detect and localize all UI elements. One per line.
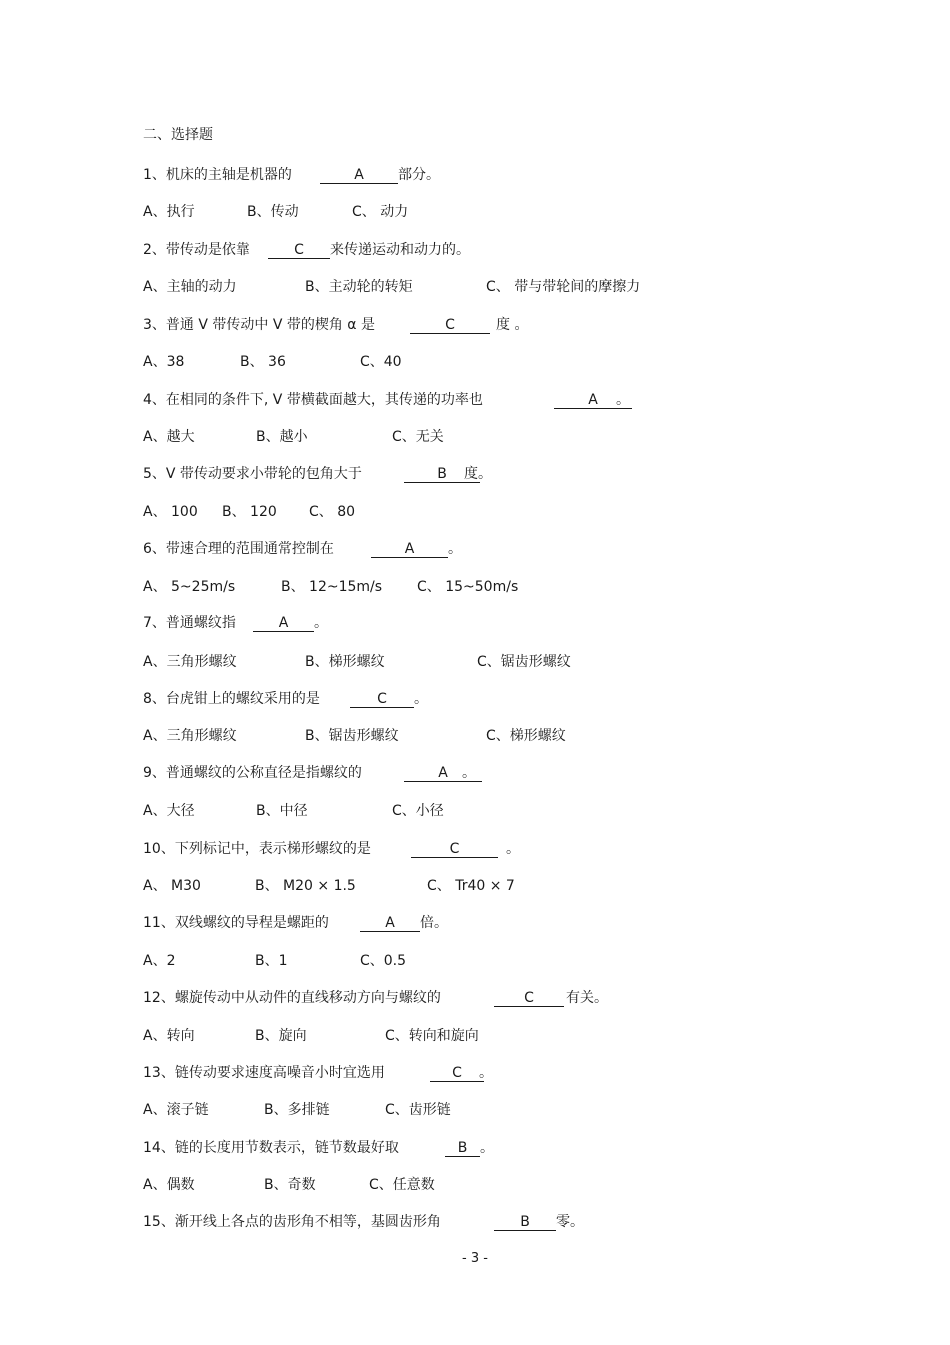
option-a: A、执行 <box>143 204 195 220</box>
question-line <box>0 539 950 559</box>
option-c: C、任意数 <box>369 1177 435 1193</box>
options-line <box>0 427 950 447</box>
options-line <box>0 352 950 372</box>
question-suffix: 。 <box>480 1140 494 1156</box>
question-line <box>0 315 950 335</box>
answer-blank: C <box>350 689 414 708</box>
answer-blank: A <box>371 539 448 558</box>
question-line <box>0 613 950 633</box>
question-line <box>0 1063 950 1083</box>
answer-blank: B <box>404 464 480 483</box>
question-text: 6、带速合理的范围通常控制在 <box>143 541 334 557</box>
option-a: A、偶数 <box>143 1177 195 1193</box>
question-line <box>0 390 950 410</box>
option-b: B、 36 <box>240 354 286 370</box>
answer-blank: C <box>430 1063 484 1082</box>
option-b: B、多排链 <box>264 1102 330 1118</box>
option-a: A、大径 <box>143 803 195 819</box>
option-c: C、 80 <box>309 504 356 520</box>
options-line <box>0 202 950 222</box>
question-suffix: 。 <box>506 841 520 857</box>
answer-blank: C <box>494 988 564 1007</box>
page-number: - 3 - <box>462 1251 488 1266</box>
question-line <box>0 839 950 859</box>
question-text: 8、台虎钳上的螺纹采用的是 <box>143 691 320 707</box>
answer-blank: A <box>360 913 420 932</box>
question-text: 11、双线螺纹的导程是螺距的 <box>143 915 329 931</box>
options-line <box>0 801 950 821</box>
option-c: C、 Tr40 × 7 <box>427 878 515 894</box>
option-c: C、无关 <box>392 429 444 445</box>
question-text: 13、链传动要求速度高噪音小时宜选用 <box>143 1065 385 1081</box>
question-suffix: 。 <box>616 392 630 408</box>
question-suffix: 有关。 <box>566 990 608 1006</box>
question-suffix: 。 <box>462 765 476 781</box>
options-line <box>0 502 950 522</box>
question-line <box>0 913 950 933</box>
question-suffix: 倍。 <box>420 915 448 931</box>
option-a: A、 M30 <box>143 878 201 894</box>
options-line <box>0 1100 950 1120</box>
option-c: C、小径 <box>392 803 444 819</box>
question-text: 3、普通 V 带传动中 V 带的楔角 α 是 <box>143 317 375 333</box>
options-line <box>0 876 950 896</box>
answer-blank: A <box>404 763 482 782</box>
answer-blank: C <box>411 839 498 858</box>
question-line <box>0 689 950 709</box>
question-text: 7、普通螺纹指 <box>143 615 236 631</box>
option-a: A、滚子链 <box>143 1102 209 1118</box>
question-text: 14、链的长度用节数表示，链节数最好取 <box>143 1140 399 1156</box>
answer-blank: B <box>445 1138 480 1157</box>
answer-blank: A <box>554 390 632 409</box>
question-suffix: 部分。 <box>398 167 440 183</box>
question-line <box>0 988 950 1008</box>
option-b: B、1 <box>255 953 288 969</box>
answer-blank: C <box>268 240 330 259</box>
option-c: C、0.5 <box>360 953 407 969</box>
question-suffix: 度。 <box>464 466 492 482</box>
options-line <box>0 951 950 971</box>
question-line <box>0 763 950 783</box>
section-title: 二、选择题 <box>143 127 213 143</box>
option-a: A、38 <box>143 354 185 370</box>
question-text: 10、下列标记中，表示梯形螺纹的是 <box>143 841 371 857</box>
option-c: C、锯齿形螺纹 <box>477 654 571 670</box>
option-c: C、转向和旋向 <box>385 1028 479 1044</box>
option-c: C、 15~50m/s <box>417 579 519 595</box>
options-line <box>0 577 950 597</box>
option-b: B、梯形螺纹 <box>305 654 385 670</box>
option-b: B、 12~15m/s <box>281 579 383 595</box>
question-text: 5、V 带传动要求小带轮的包角大于 <box>143 466 362 482</box>
option-a: A、三角形螺纹 <box>143 728 237 744</box>
option-a: A、三角形螺纹 <box>143 654 237 670</box>
option-c: C、40 <box>360 354 402 370</box>
options-line <box>0 1175 950 1195</box>
option-b: B、 120 <box>222 504 277 520</box>
question-line <box>0 464 950 484</box>
option-a: A、主轴的动力 <box>143 279 237 295</box>
option-b: B、 M20 × 1.5 <box>255 878 356 894</box>
option-b: B、奇数 <box>264 1177 316 1193</box>
option-c: C、齿形链 <box>385 1102 451 1118</box>
question-text: 12、螺旋传动中从动件的直线移动方向与螺纹的 <box>143 990 441 1006</box>
option-b: B、越小 <box>256 429 308 445</box>
question-suffix: 零。 <box>556 1214 584 1230</box>
question-suffix: 。 <box>414 691 428 707</box>
question-suffix: 。 <box>448 541 462 557</box>
option-a: A、 100 <box>143 504 198 520</box>
question-line <box>0 1138 950 1158</box>
option-a: A、 5~25m/s <box>143 579 236 595</box>
option-b: B、主动轮的转矩 <box>305 279 413 295</box>
question-suffix: 来传递运动和动力的。 <box>330 242 470 258</box>
question-text: 9、普通螺纹的公称直径是指螺纹的 <box>143 765 362 781</box>
options-line <box>0 726 950 746</box>
question-text: 15、渐开线上各点的齿形角不相等，基圆齿形角 <box>143 1214 441 1230</box>
answer-blank: A <box>253 613 314 632</box>
option-c: C、梯形螺纹 <box>486 728 566 744</box>
option-b: B、锯齿形螺纹 <box>305 728 399 744</box>
answer-blank: A <box>320 165 398 184</box>
question-text: 4、在相同的条件下, V 带横截面越大，其传递的功率也 <box>143 392 483 408</box>
question-text: 2、带传动是依靠 <box>143 242 250 258</box>
option-c: C、 带与带轮间的摩擦力 <box>486 279 641 295</box>
option-b: B、中径 <box>256 803 308 819</box>
options-line <box>0 1026 950 1046</box>
option-c: C、 动力 <box>352 204 409 220</box>
question-suffix: 。 <box>314 615 328 631</box>
answer-blank: C <box>410 315 490 334</box>
question-suffix: 度 。 <box>496 317 529 333</box>
option-a: A、2 <box>143 953 176 969</box>
options-line <box>0 652 950 672</box>
option-b: B、传动 <box>247 204 299 220</box>
question-line <box>0 1212 950 1232</box>
options-line <box>0 277 950 297</box>
question-line <box>0 165 950 185</box>
question-suffix: 。 <box>479 1065 493 1081</box>
question-line <box>0 240 950 260</box>
answer-blank: B <box>494 1212 556 1231</box>
option-a: A、越大 <box>143 429 195 445</box>
option-b: B、旋向 <box>255 1028 307 1044</box>
question-text: 1、机床的主轴是机器的 <box>143 167 292 183</box>
option-a: A、转向 <box>143 1028 195 1044</box>
